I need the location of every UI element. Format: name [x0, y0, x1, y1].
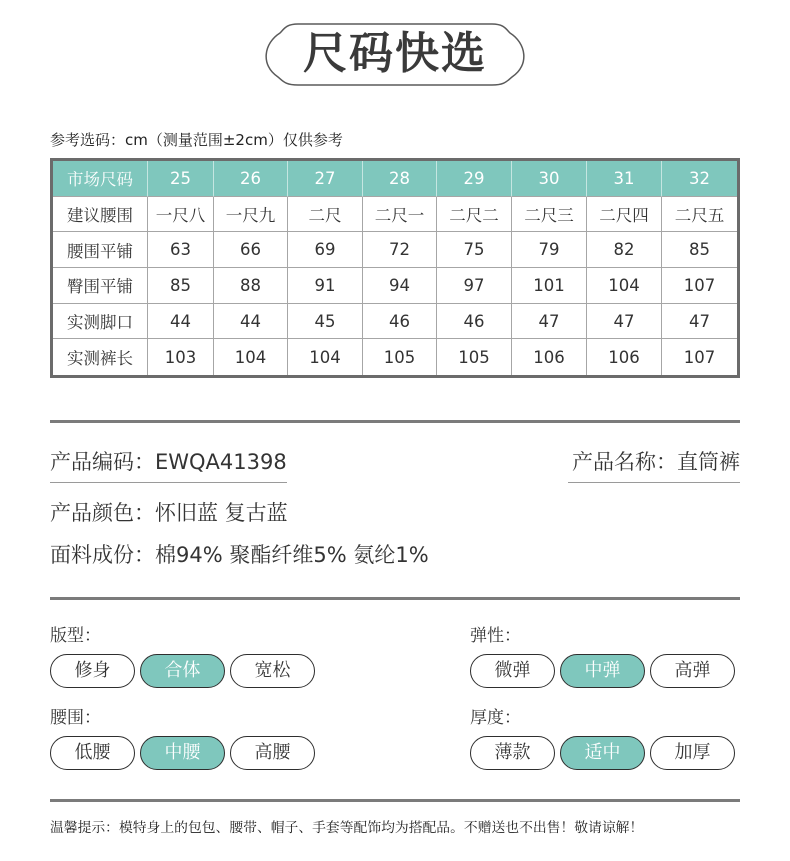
size-table-head	[53, 161, 737, 197]
waist-rise-option: 低腰	[50, 736, 135, 770]
table-cell: 97	[437, 268, 512, 304]
size-table-body	[53, 197, 737, 375]
fit-option: 修身	[50, 654, 135, 688]
row-label-cell: 实测裤长	[53, 339, 148, 375]
row-label-cell: 建议腰围	[53, 197, 148, 233]
row-label-cell: 臀围平铺	[53, 268, 148, 304]
section-divider	[50, 597, 740, 600]
waist-rise-label: 腰围：	[50, 708, 101, 728]
elasticity-option: 中弹	[560, 654, 645, 688]
elasticity-option: 微弹	[470, 654, 555, 688]
thickness-options	[470, 736, 740, 770]
waist-rise-options	[50, 736, 320, 770]
page-title: 尺码快选	[303, 28, 487, 79]
table-cell: 69	[288, 232, 363, 268]
table-cell: 79	[512, 232, 587, 268]
product-code-value: EWQA41398	[155, 450, 287, 474]
product-name-label: 产品名称：	[572, 450, 677, 474]
product-name-value: 直筒裤	[677, 450, 740, 474]
table-cell: 106	[587, 339, 662, 375]
table-cell: 105	[437, 339, 512, 375]
table-cell: 63	[148, 232, 214, 268]
product-code-label: 产品编码：	[50, 450, 155, 474]
waist-rise-option: 中腰	[140, 736, 225, 770]
table-cell: 二尺	[288, 197, 363, 233]
size-header-cell: 26	[214, 161, 288, 197]
fit-option: 宽松	[230, 654, 315, 688]
elasticity-label: 弹性：	[470, 626, 521, 646]
table-cell: 47	[587, 304, 662, 340]
size-header-cell: 30	[512, 161, 587, 197]
row-label-cell: 腰围平铺	[53, 232, 148, 268]
product-fabric	[50, 542, 429, 568]
reference-note: 参考选码：cm（测量范围±2cm）仅供参考	[50, 131, 343, 149]
row-label-header-cell: 市场尺码	[53, 161, 148, 197]
elasticity-options	[470, 654, 740, 688]
row-label-cell: 实测脚口	[53, 304, 148, 340]
product-fabric-value: 棉94% 聚酯纤维5% 氨纶1%	[155, 543, 429, 567]
section-divider	[50, 799, 740, 802]
product-name	[568, 449, 740, 483]
table-cell: 91	[288, 268, 363, 304]
table-cell: 104	[587, 268, 662, 304]
table-cell: 106	[512, 339, 587, 375]
table-cell: 85	[148, 268, 214, 304]
footer-notice: 温馨提示：模特身上的包包、腰带、帽子、手套等配饰均为搭配品。不赠送也不出售！敬请谅解！	[50, 820, 644, 836]
table-cell: 82	[587, 232, 662, 268]
title-badge	[258, 19, 532, 89]
table-cell: 85	[662, 232, 737, 268]
table-cell: 47	[662, 304, 737, 340]
table-cell: 46	[437, 304, 512, 340]
table-cell: 88	[214, 268, 288, 304]
size-header-cell: 28	[363, 161, 437, 197]
fit-options	[50, 654, 320, 688]
table-row	[53, 268, 737, 304]
product-color	[50, 500, 288, 526]
table-cell: 104	[288, 339, 363, 375]
product-color-value: 怀旧蓝 复古蓝	[155, 501, 288, 525]
size-header-cell: 27	[288, 161, 363, 197]
product-color-label: 产品颜色：	[50, 501, 155, 525]
table-cell: 一尺八	[148, 197, 214, 233]
table-cell: 105	[363, 339, 437, 375]
waist-rise-option: 高腰	[230, 736, 315, 770]
attribute-group-waist-rise	[50, 708, 320, 770]
table-cell: 二尺四	[587, 197, 662, 233]
table-cell: 二尺二	[437, 197, 512, 233]
table-cell: 66	[214, 232, 288, 268]
table-cell: 107	[662, 268, 737, 304]
attribute-group-fit	[50, 626, 320, 688]
table-cell: 44	[148, 304, 214, 340]
table-cell: 94	[363, 268, 437, 304]
size-header-cell: 32	[662, 161, 737, 197]
table-cell: 46	[363, 304, 437, 340]
table-row	[53, 232, 737, 268]
table-cell: 75	[437, 232, 512, 268]
table-cell: 二尺一	[363, 197, 437, 233]
attribute-group-thickness	[470, 708, 740, 770]
table-cell: 72	[363, 232, 437, 268]
table-header-row	[53, 161, 737, 197]
table-row	[53, 197, 737, 233]
thickness-option: 薄款	[470, 736, 555, 770]
table-cell: 二尺五	[662, 197, 737, 233]
thickness-option: 适中	[560, 736, 645, 770]
table-cell: 一尺九	[214, 197, 288, 233]
attribute-group-elasticity	[470, 626, 740, 688]
table-cell: 107	[683, 347, 716, 367]
table-cell: 47	[512, 304, 587, 340]
fit-option: 合体	[140, 654, 225, 688]
section-divider	[50, 420, 740, 423]
size-header-cell: 31	[587, 161, 662, 197]
table-cell: 103	[148, 339, 214, 375]
thickness-option: 加厚	[650, 736, 735, 770]
elasticity-option: 高弹	[650, 654, 735, 688]
table-cell: 101	[512, 268, 587, 304]
size-table	[50, 158, 740, 378]
product-fabric-label: 面料成份：	[50, 543, 155, 567]
product-code	[50, 449, 287, 483]
table-cell: 45	[288, 304, 363, 340]
table-cell: 44	[214, 304, 288, 340]
table-cell: 104	[214, 339, 288, 375]
size-header-cell: 29	[437, 161, 512, 197]
fit-label: 版型：	[50, 626, 101, 646]
thickness-label: 厚度：	[470, 708, 521, 728]
table-row	[53, 339, 737, 375]
size-header-cell: 25	[148, 161, 214, 197]
table-row	[53, 304, 737, 340]
table-cell: 二尺三	[512, 197, 587, 233]
